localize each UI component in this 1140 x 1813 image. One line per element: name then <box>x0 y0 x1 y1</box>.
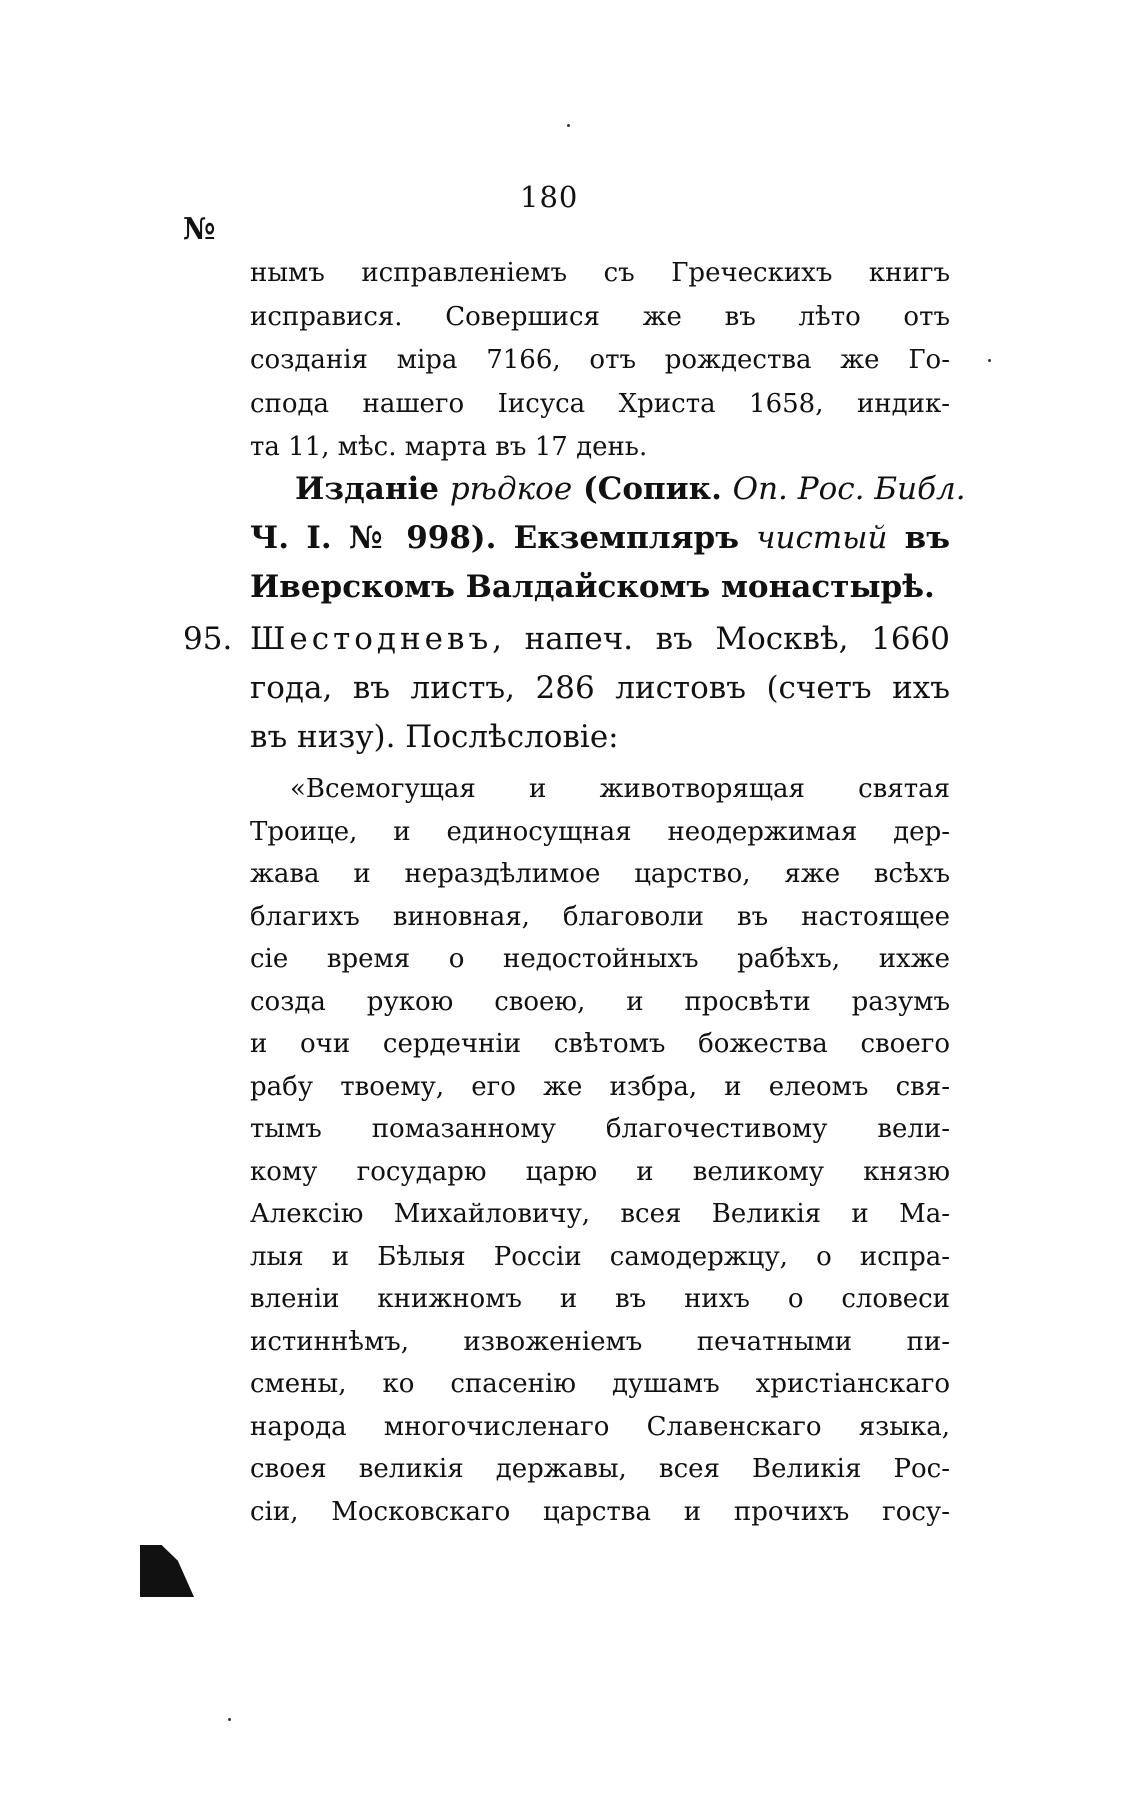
edition-label: Изданіе <box>295 471 450 507</box>
condition-term: чистый <box>756 520 888 556</box>
quote-line: смены, ко спасенію душамъ христіанскаго <box>250 1369 950 1399</box>
location-prefix: въ <box>887 520 950 556</box>
quote-line: Троице, и единосущная неодержимая дер- <box>250 816 950 847</box>
scan-speck <box>228 1718 231 1721</box>
rarity-term: рѣдкое <box>449 471 573 507</box>
quote-line: и очи сердечніи свѣтомъ божества своего <box>250 1029 950 1059</box>
quote-line: жава и нераздѣлимое царство, яже всѣхъ <box>250 859 950 889</box>
edition-note-line-2 <box>250 514 950 563</box>
quote-line: своея великія державы, всея Великія Рос- <box>250 1454 950 1484</box>
text-line: созданія міра 7166, отъ рождества же Го- <box>250 345 950 375</box>
book-title: Шестодневъ <box>250 621 493 657</box>
binding-shadow <box>140 1545 194 1597</box>
edition-note-line-3: Иверскомъ Валдайскомъ монастырѣ. <box>250 569 935 605</box>
edition-note <box>250 465 966 612</box>
quote-line: благихъ виновная, благоволи въ настоящее <box>250 901 950 932</box>
imprint: , напеч. въ Москвѣ, 1660 <box>492 621 950 657</box>
quote-line: тымъ помазанному благочестивому вели- <box>250 1114 950 1144</box>
edition-note-line-1 <box>250 465 966 514</box>
quote-line: народа многочисленаго Славенскаго языка, <box>250 1411 950 1442</box>
quote-line: кому государю царю и великому князю <box>250 1156 950 1187</box>
scan-speck <box>567 124 570 127</box>
text-line: нымъ исправленіемъ съ Греческихъ книгъ <box>250 258 950 288</box>
quote-line: вленіи книжномъ и въ нихъ о словеси <box>250 1284 950 1314</box>
quote-line: лыя и Бѣлыя Россіи самодержцу, о испра- <box>250 1241 950 1272</box>
quote-line: сіе время о недостойныхъ рабѣхъ, ихже <box>250 944 950 974</box>
quote-line: истиннѣмъ, извоженіемъ печатными пи- <box>250 1326 950 1357</box>
entry-number: 95. <box>183 621 233 657</box>
scan-speck <box>988 359 991 362</box>
text-line: спода нашего Іисуса Христа 1658, индик- <box>250 388 950 419</box>
quote-line: Алексію Михайловичу, всея Великія и Ма- <box>250 1199 950 1229</box>
page-number: 180 <box>520 180 579 214</box>
quote-line: созда рукою своею, и просвѣти разумъ <box>250 986 950 1017</box>
entry-heading-line-1 <box>250 615 950 664</box>
continued-paragraph <box>250 252 950 470</box>
afterword-quote <box>250 768 950 1533</box>
entry-heading <box>250 615 950 762</box>
citation-open: (Сопик. <box>572 471 733 507</box>
citation-source: Оп. Рос. Библ. <box>732 471 966 507</box>
quote-line: рабу твоему, его же избра, и елеомъ свя- <box>250 1071 950 1102</box>
quote-line: «Всемогущая и животворящая святая <box>290 774 950 804</box>
text-line: исправися. Совершися же въ лѣто отъ <box>250 301 950 332</box>
citation-part: Ч. I. № 998). Екземпляръ <box>250 520 757 556</box>
entry-heading-line-3: въ низу). Послѣсловіе: <box>250 719 619 755</box>
quote-line: сіи, Московскаго царства и прочихъ госу- <box>250 1496 950 1527</box>
entry-heading-line-2: года, въ листъ, 286 листовъ (счетъ ихъ <box>250 670 950 706</box>
text-line: та 11, мѣс. марта въ 17 день. <box>250 432 648 462</box>
signature-mark: № <box>183 212 216 247</box>
